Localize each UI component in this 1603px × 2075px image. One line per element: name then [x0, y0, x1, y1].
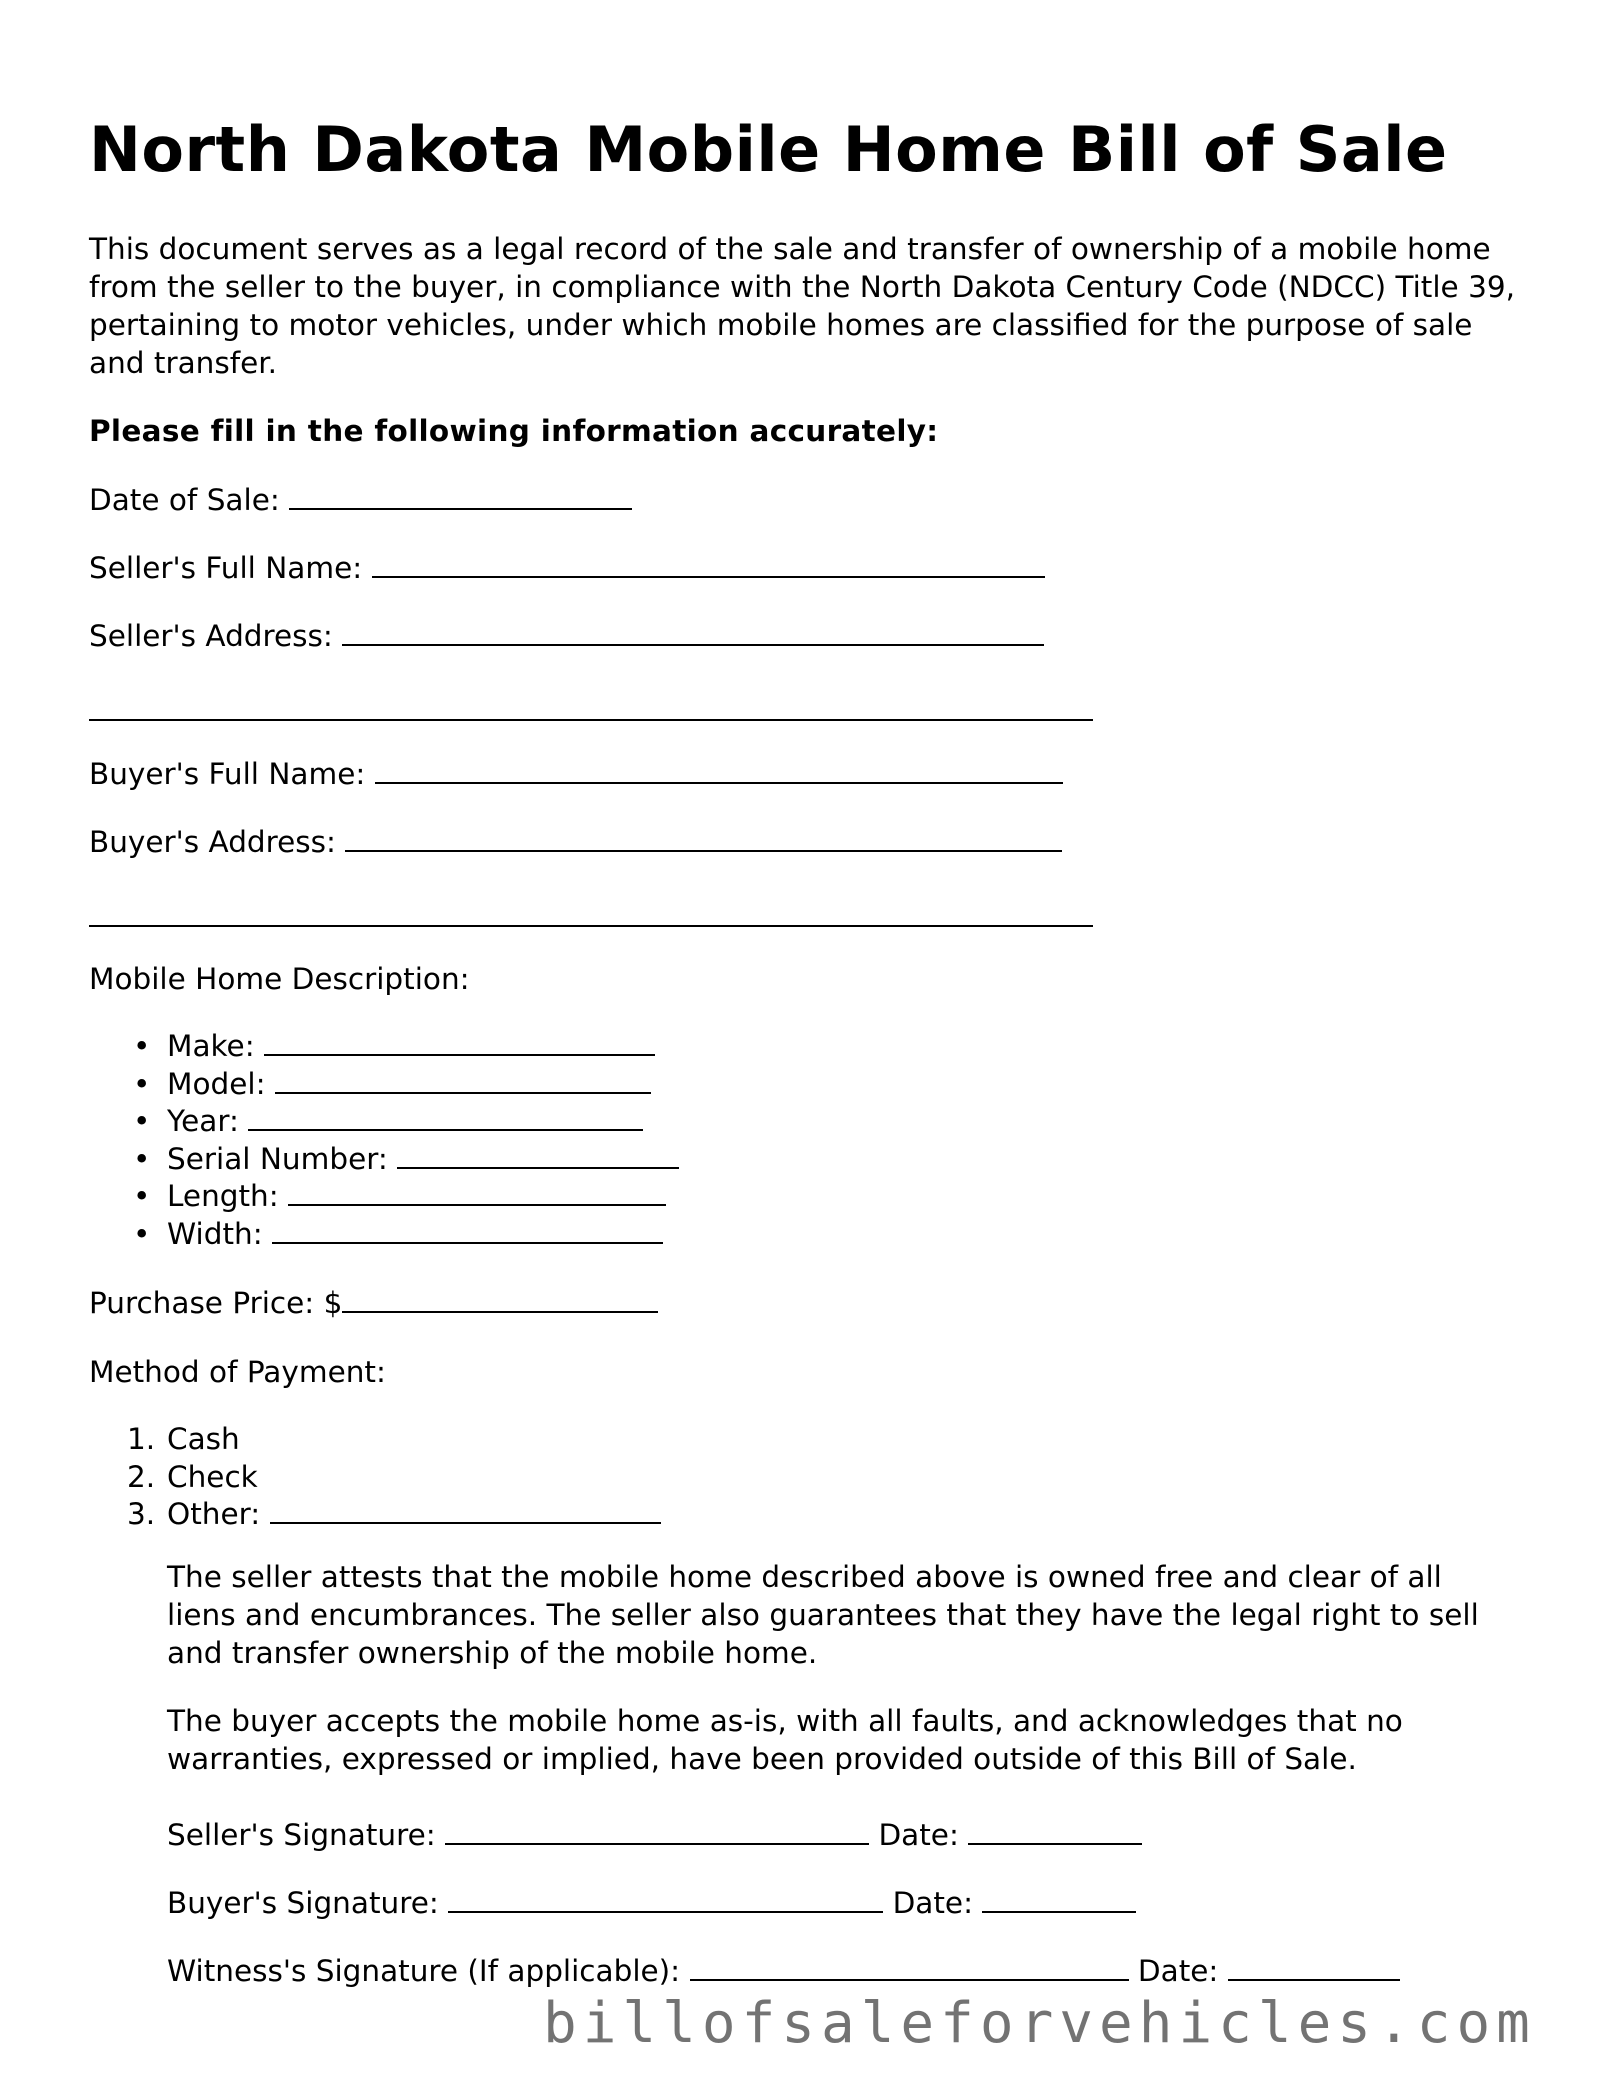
buyer-address-blank[interactable] — [345, 824, 1062, 852]
purchase-price-blank[interactable] — [342, 1285, 658, 1313]
seller-address-blank[interactable] — [342, 618, 1044, 646]
purchase-price-field — [89, 1284, 658, 1322]
bullet-icon: • — [133, 1141, 151, 1176]
buyer-address-label: Buyer's Address: — [89, 825, 336, 859]
witness-date-label: Date: — [1137, 1954, 1219, 1988]
list-item[interactable] — [89, 1421, 661, 1459]
instruction-text: Please fill in the following information accurately: — [89, 414, 939, 448]
list-number: 3. — [127, 1497, 156, 1531]
width-blank[interactable] — [272, 1216, 663, 1244]
buyer-date-blank[interactable] — [982, 1885, 1136, 1913]
seller-address-label: Seller's Address: — [89, 619, 333, 653]
purchase-price-label: Purchase Price: $ — [89, 1286, 343, 1320]
other-method-blank[interactable] — [270, 1496, 661, 1524]
seller-attest-paragraph: The seller attests that the mobile home described above is owned free and clear of all liens and encumbrances. The seller also guarantees that they have the legal right to sell and transfer ownership of the mobile home. — [167, 1560, 1479, 1670]
date-of-sale-label: Date of Sale: — [89, 483, 280, 517]
length-label: Length: — [167, 1179, 279, 1213]
model-blank[interactable] — [275, 1066, 651, 1094]
site-watermark: billofsaleforvehicles.com — [543, 1991, 1536, 2056]
seller-address-field — [89, 617, 1044, 655]
buyer-signature-blank[interactable] — [448, 1885, 883, 1913]
year-label: Year: — [167, 1104, 239, 1138]
list-item — [89, 1028, 679, 1066]
list-item — [89, 1103, 679, 1141]
serial-number-label: Serial Number: — [167, 1141, 388, 1176]
witness-signature-blank[interactable] — [690, 1953, 1129, 1981]
buyer-name-label: Buyer's Full Name: — [89, 757, 366, 791]
other-option: Other: — [167, 1497, 261, 1531]
buyer-accept-paragraph: The buyer accepts the mobile home as-is, with all faults, and acknowledges that no warranties, expressed or implied, have been provided outside of this Bill of Sale. — [167, 1704, 1403, 1776]
description-list — [89, 1028, 679, 1253]
seller-date-blank[interactable] — [968, 1817, 1142, 1845]
make-label: Make: — [167, 1029, 255, 1063]
buyer-name-field — [89, 755, 1063, 793]
model-label: Model: — [167, 1066, 266, 1101]
buyer-date-label: Date: — [892, 1886, 974, 1920]
seller-signature-field — [167, 1816, 1142, 1854]
list-item — [89, 1178, 679, 1216]
bullet-icon: • — [133, 1104, 151, 1138]
seller-signature-blank[interactable] — [445, 1817, 869, 1845]
list-item — [89, 1141, 679, 1179]
date-of-sale-field — [89, 481, 632, 519]
seller-name-field — [89, 549, 1045, 587]
seller-name-blank[interactable] — [372, 550, 1045, 578]
seller-date-label: Date: — [878, 1818, 959, 1852]
buyer-address-line-2[interactable] — [89, 925, 1093, 927]
seller-address-line-2[interactable] — [89, 719, 1093, 721]
document-title: North Dakota Mobile Home Bill of Sale — [89, 113, 1448, 186]
buyer-address-field — [89, 823, 1062, 861]
list-number: 1. — [127, 1422, 156, 1456]
bullet-icon: • — [133, 1066, 151, 1101]
list-number: 2. — [127, 1459, 156, 1494]
date-of-sale-blank[interactable] — [289, 482, 632, 510]
list-item[interactable] — [89, 1459, 661, 1497]
list-item — [89, 1216, 679, 1254]
witness-date-blank[interactable] — [1228, 1953, 1400, 1981]
cash-option: Cash — [167, 1422, 240, 1456]
witness-signature-label: Witness's Signature (If applicable): — [167, 1954, 681, 1988]
bullet-icon: • — [133, 1179, 151, 1213]
witness-signature-field — [167, 1952, 1400, 1990]
buyer-name-blank[interactable] — [375, 756, 1063, 784]
bullet-icon: • — [133, 1216, 151, 1251]
bullet-icon: • — [133, 1029, 151, 1063]
make-blank[interactable] — [264, 1028, 655, 1056]
payment-methods-list — [89, 1421, 661, 1534]
seller-name-label: Seller's Full Name: — [89, 551, 363, 585]
description-heading: Mobile Home Description: — [89, 962, 470, 996]
length-blank[interactable] — [288, 1178, 666, 1206]
list-item[interactable] — [89, 1496, 661, 1534]
buyer-signature-field — [167, 1884, 1136, 1922]
seller-signature-label: Seller's Signature: — [167, 1818, 436, 1852]
buyer-signature-label: Buyer's Signature: — [167, 1886, 439, 1920]
width-label: Width: — [167, 1216, 263, 1251]
payment-heading: Method of Payment: — [89, 1355, 386, 1389]
serial-number-blank[interactable] — [397, 1141, 679, 1169]
check-option: Check — [167, 1459, 258, 1494]
year-blank[interactable] — [248, 1103, 643, 1131]
intro-paragraph: This document serves as a legal record of the sale and transfer of ownership of a mobile home from the seller to the buyer, in compliance with the North Dakota Century Code (NDCC) Title 39, pertaining to motor vehicles, under which mobile homes are classified for the purpose of sale and transfer. — [89, 232, 1515, 380]
list-item — [89, 1066, 679, 1104]
